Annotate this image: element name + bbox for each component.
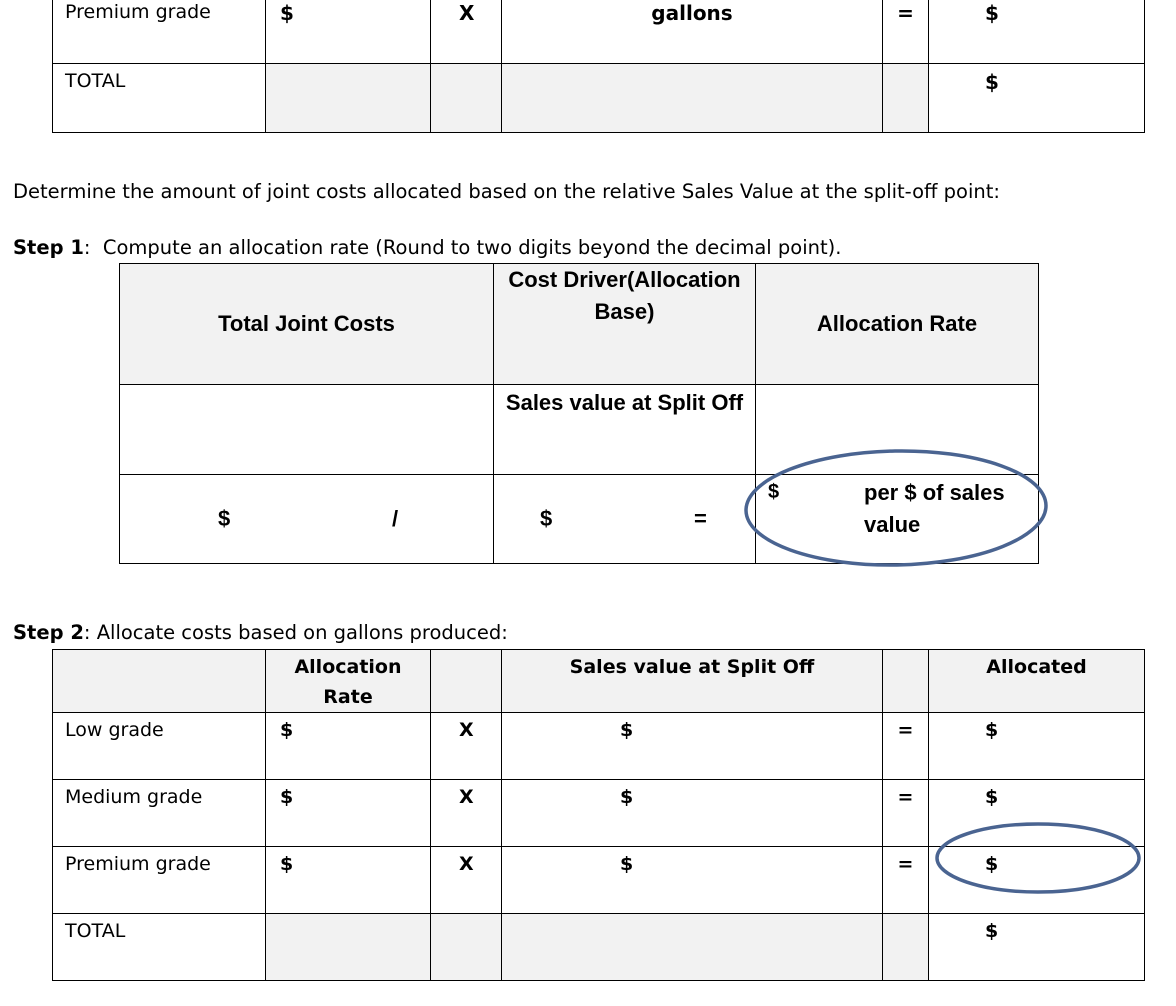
table-header-row bbox=[53, 650, 1145, 713]
dollar-sign: $ bbox=[218, 506, 231, 531]
header-cost-driver: Cost Driver(Allocation Base) bbox=[494, 264, 756, 385]
table-row bbox=[120, 385, 1039, 475]
empty-cell bbox=[883, 650, 929, 713]
total-amount-cell[interactable]: $ bbox=[929, 64, 1145, 133]
times-sign: X bbox=[431, 0, 502, 64]
rate-cell[interactable]: $ bbox=[266, 0, 431, 64]
table-row bbox=[53, 64, 1145, 133]
joint-costs-input-cell[interactable] bbox=[120, 475, 494, 564]
empty-cell bbox=[756, 385, 1039, 475]
gallons-cell[interactable]: gallons bbox=[502, 0, 883, 64]
row-label-premium: Premium grade bbox=[53, 0, 266, 64]
empty-cell bbox=[431, 650, 502, 713]
table-row bbox=[53, 847, 1145, 914]
rate-cell[interactable]: $ bbox=[266, 713, 431, 780]
step2-label: Step 2 bbox=[13, 621, 84, 644]
sales-value-cell[interactable]: $ bbox=[502, 713, 883, 780]
table-header-row bbox=[120, 264, 1039, 385]
empty-cell bbox=[883, 914, 929, 981]
rate-result-cell[interactable] bbox=[756, 475, 1039, 564]
row-label-total: TOTAL bbox=[53, 64, 266, 133]
equals-sign: = bbox=[883, 713, 929, 780]
empty-cell bbox=[53, 650, 266, 713]
header-total-joint-costs: Total Joint Costs bbox=[120, 264, 494, 385]
rate-cell[interactable]: $ bbox=[266, 847, 431, 914]
header-allocation-rate: Allocation Rate bbox=[756, 264, 1039, 385]
header-sales-value: Sales value at Split Off bbox=[502, 650, 883, 713]
table-row bbox=[120, 475, 1039, 564]
equals-sign: = bbox=[694, 506, 707, 531]
sales-value-cell[interactable]: $ bbox=[502, 847, 883, 914]
total-allocated-cell[interactable]: $ bbox=[929, 914, 1145, 981]
equals-sign: = bbox=[883, 0, 929, 64]
dollar-sign: $ bbox=[540, 506, 553, 531]
divide-sign: / bbox=[392, 506, 399, 531]
table-row bbox=[53, 0, 1145, 64]
step1-text: : Compute an allocation rate (Round to two digits beyond the decimal point). bbox=[83, 236, 842, 259]
times-sign: X bbox=[431, 713, 502, 780]
table-row bbox=[53, 914, 1145, 981]
rate-cell[interactable]: $ bbox=[266, 780, 431, 847]
rate-unit-label: per $ of sales value bbox=[864, 480, 1005, 537]
driver-input-cell[interactable] bbox=[494, 475, 756, 564]
step2-heading bbox=[13, 621, 508, 644]
empty-cell bbox=[431, 64, 502, 133]
times-sign: X bbox=[431, 780, 502, 847]
row-label-total: TOTAL bbox=[53, 914, 266, 981]
empty-cell bbox=[502, 64, 883, 133]
empty-cell bbox=[266, 914, 431, 981]
step1-label: Step 1 bbox=[13, 236, 84, 259]
allocated-cell[interactable]: $ bbox=[929, 847, 1145, 914]
empty-cell bbox=[120, 385, 494, 475]
row-label-low: Low grade bbox=[53, 713, 266, 780]
sales-value-cell[interactable]: $ bbox=[502, 780, 883, 847]
empty-cell bbox=[883, 64, 929, 133]
row-label-premium: Premium grade bbox=[53, 847, 266, 914]
allocation-rate-table bbox=[119, 263, 1039, 564]
allocated-cell[interactable]: $ bbox=[929, 713, 1145, 780]
top-table bbox=[52, 0, 1145, 133]
allocated-cell[interactable]: $ bbox=[929, 780, 1145, 847]
table-row bbox=[53, 713, 1145, 780]
driver-name-cell: Sales value at Split Off bbox=[494, 385, 756, 475]
header-allocation-rate: Allocation Rate bbox=[266, 650, 431, 713]
header-allocated: Allocated bbox=[929, 650, 1145, 713]
allocation-table bbox=[52, 649, 1145, 981]
step2-text: : Allocate costs based on gallons produced: bbox=[83, 621, 508, 644]
amount-cell[interactable]: $ bbox=[929, 0, 1145, 64]
dollar-sign: $ bbox=[768, 481, 780, 503]
empty-cell bbox=[431, 914, 502, 981]
step1-heading bbox=[13, 236, 841, 259]
times-sign: X bbox=[431, 847, 502, 914]
table-row bbox=[53, 780, 1145, 847]
row-label-medium: Medium grade bbox=[53, 780, 266, 847]
equals-sign: = bbox=[883, 847, 929, 914]
equals-sign: = bbox=[883, 780, 929, 847]
empty-cell bbox=[266, 64, 431, 133]
empty-cell bbox=[502, 914, 883, 981]
instruction-text: Determine the amount of joint costs allocated based on the relative Sales Value at the split-off point: bbox=[13, 180, 1000, 203]
